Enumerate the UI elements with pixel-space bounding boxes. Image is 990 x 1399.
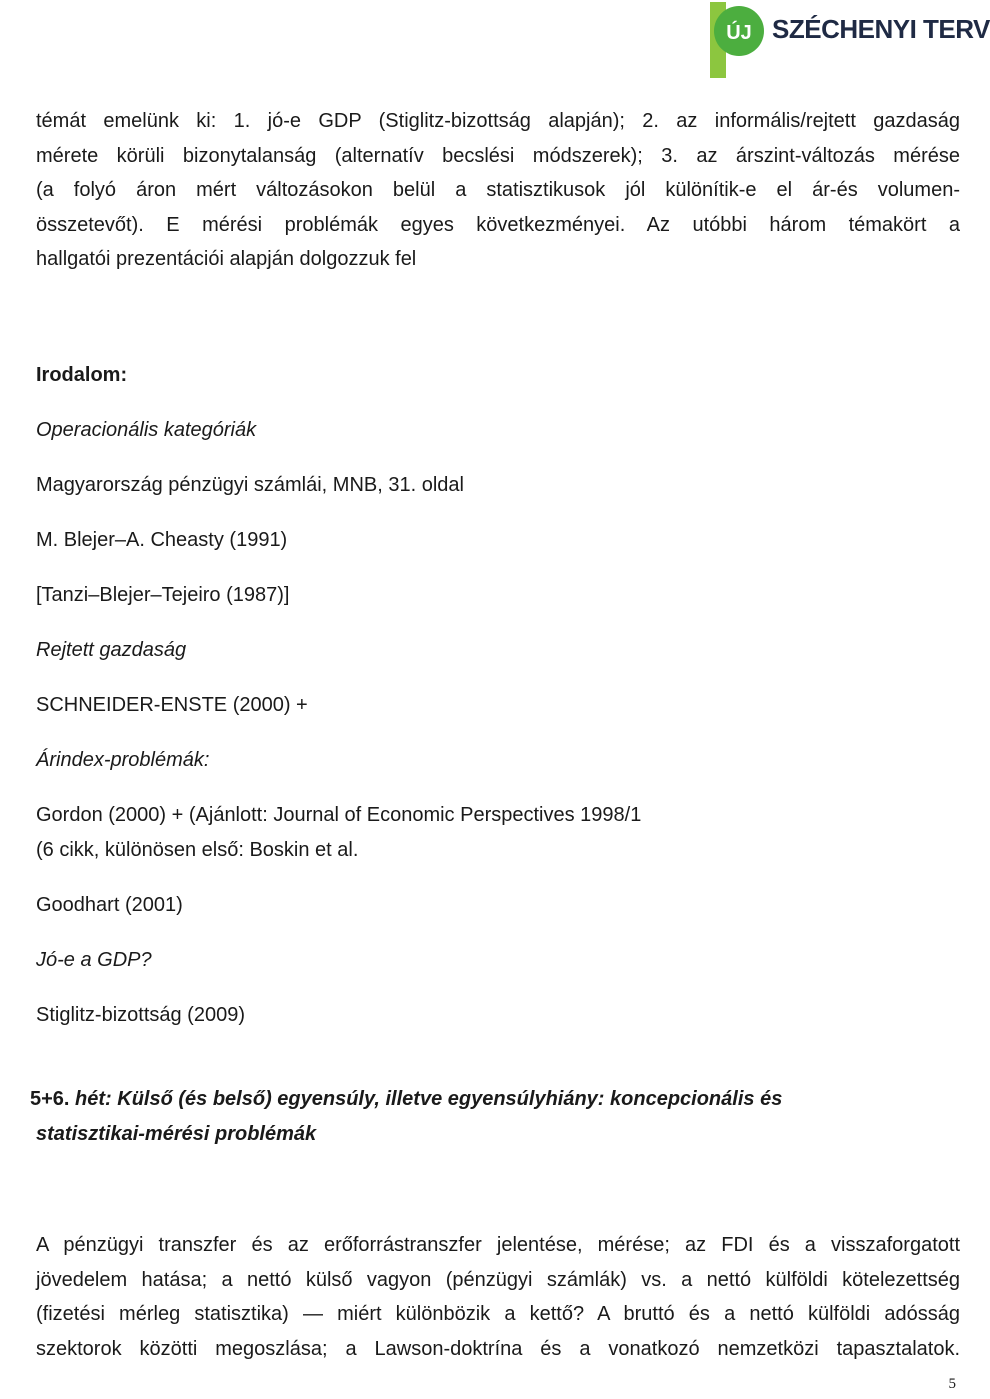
szechenyi-terv-logo — [710, 2, 990, 78]
literature-item: Magyarország pénzügyi számlái, MNB, 31. oldal — [36, 474, 464, 496]
intro-line: (a folyó áron mért változásokon belül a statisztikusok jól különítik-e el ár-és volumen- — [36, 179, 960, 202]
literature-item: [Tanzi–Blejer–Tejeiro (1987)] — [36, 584, 290, 606]
body-line: szektorok közötti megoszlása; a Lawson-doktrína és a vonatkozó nemzetközi tapasztalatok. — [36, 1337, 960, 1360]
logo-text: SZÉCHENYI TERV — [772, 14, 990, 44]
logo-small-text: ÚJ — [726, 22, 752, 44]
body-line: (fizetési mérleg statisztika) — miért különbözik a kettő? A bruttó és a nettó külföldi adósság — [36, 1303, 960, 1326]
literature-item: Rejtett gazdaság — [36, 639, 187, 661]
literature-item: Jó-e a GDP? — [36, 949, 152, 971]
literature-item: M. Blejer–A. Cheasty (1991) — [36, 529, 288, 551]
literature-heading: Irodalom: — [36, 364, 128, 386]
body-line: jövedelem hatása; a nettó külső vagyon (pénzügyi számlák) vs. a nettó külföldi kötelezettség — [36, 1268, 960, 1291]
intro-line: összetevőt). E mérési problémák egyes következményei. Az utóbbi három témakört a — [36, 213, 960, 236]
body-line: A pénzügyi transzfer és az erőforrástranszfer jelentése, mérése; az FDI és a visszaforgatott — [36, 1234, 960, 1256]
logo-mark-icon — [710, 2, 768, 78]
literature-item: SCHNEIDER-ENSTE (2000) + — [36, 694, 308, 716]
literature-item: Stiglitz-bizottság (2009) — [36, 1004, 245, 1026]
literature-item: Goodhart (2001) — [36, 894, 183, 916]
intro-line: hallgatói prezentációi alapján dolgozzuk fel — [36, 248, 417, 271]
intro-paragraph — [36, 104, 960, 277]
body-paragraph — [36, 1228, 960, 1366]
intro-line: mérete körüli bizonytalanság (alternatív becslési módszerek); 3. az árszint-változás mérése — [36, 144, 960, 167]
intro-line: témát emelünk ki: 1. jó-e GDP (Stiglitz-bizottság alapján); 2. az informális/rejtett gazdaság — [36, 110, 960, 132]
week-title-line1: hét: Külső (és belső) egyensúly, illetve egyensúlyhiány: koncepcionális és — [75, 1088, 783, 1110]
week-title-line2: statisztikai-mérési problémák — [36, 1123, 317, 1145]
literature-item: Árindex-problémák: — [36, 749, 210, 771]
literature-item: Gordon (2000) + (Ajánlott: Journal of Economic Perspectives 1998/1 — [36, 804, 642, 826]
week-number: 5+6. — [30, 1088, 70, 1110]
literature-item: Operacionális kategóriák — [36, 419, 257, 441]
page-number: 5 — [948, 1376, 956, 1392]
literature-item: (6 cikk, különösen első: Boskin et al. — [36, 839, 359, 861]
week-heading — [30, 1088, 782, 1111]
